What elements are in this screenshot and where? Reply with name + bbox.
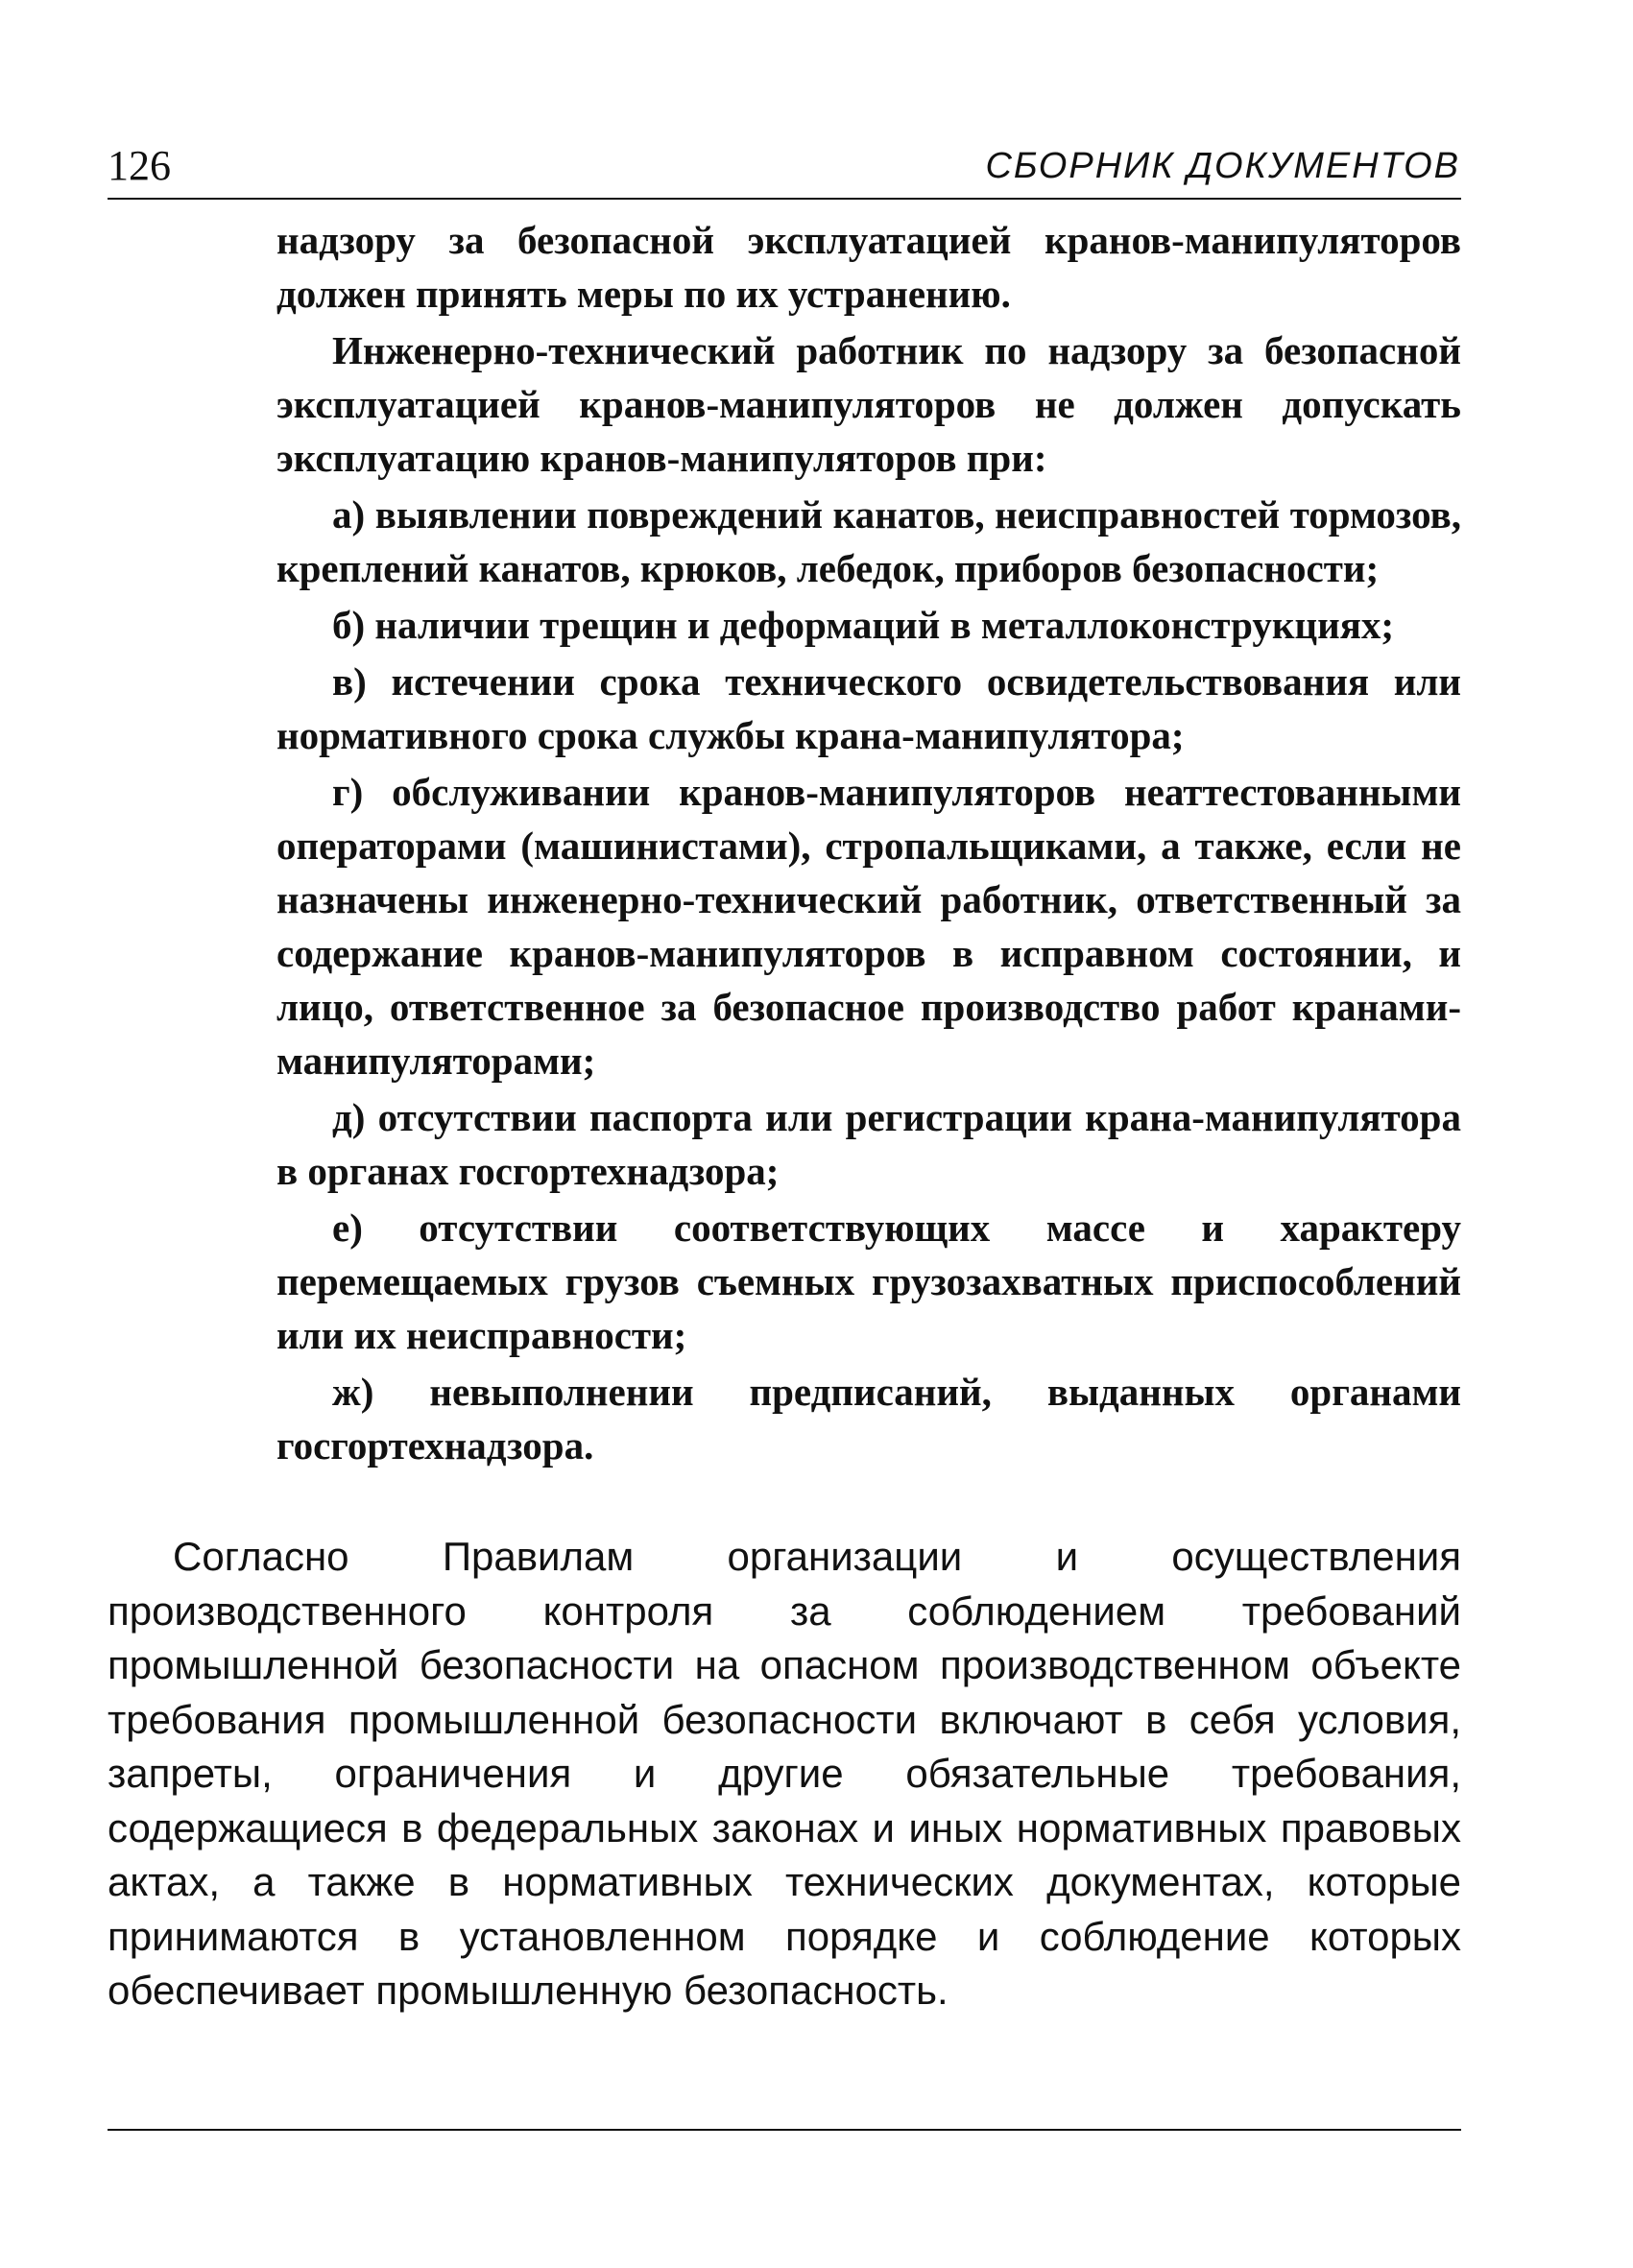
body-text-section: [108, 1530, 1461, 2018]
list-item-d: д) отсутствии паспорта или регистрации крана-манипулятора в органах госгортехнадзора;: [276, 1095, 1461, 1193]
list-item-v: в) истечении срока технического освидетельствования или нормативного срока службы крана-манипулятора;: [276, 659, 1461, 757]
list-item-a: а) выявлении повреждений канатов, неисправностей тормозов, креплений канатов, крюков, лебедок, приборов безопасности;: [276, 492, 1461, 590]
list-item-e: е) отсутствии соответствующих массе и характеру перемещаемых грузов съемных грузозахватных приспособлений или их неисправности;: [276, 1206, 1461, 1357]
bold-regulation-section: [276, 213, 1461, 1475]
list-item-g: г) обслуживании кранов-манипуляторов неаттестованными операторами (машинистами), стропальщиками, а также, если не назначены инженерно-технический работник, ответственный за содержание кранов-манипуляторов в исправном состоянии, и лицо, ответственное за безопасное производство работ кранами-манипуляторами;: [276, 770, 1461, 1083]
continuation-paragraph: надзору за безопасной эксплуатацией кранов-манипуляторов должен принять меры по их устранению.: [276, 218, 1461, 316]
footer-rule: [108, 2129, 1461, 2131]
list-item-zh: ж) невыполнении предписаний, выданных органами госгортехнадзора.: [276, 1370, 1461, 1468]
body-paragraph: Согласно Правилам организации и осуществления производственного контроля за соблюдением требований промышленной безопасности на опасном производственном объекте требования промышленной безопасности включают в себя условия, запреты, ограничения и другие обязательные требования, содержащиеся в федеральных законах и иных нормативных правовых актах, а также в нормативных технических документах, которые принимаются в установленном порядке и соблюдение которых обеспечивает промышленную безопасность.: [108, 1534, 1461, 2013]
header-rule: [108, 198, 1461, 200]
engineer-prohibitions-paragraph: Инженерно-технический работник по надзору за безопасной эксплуатацией кранов-манипуляторов не должен допускать эксплуатацию кранов-манипуляторов при:: [276, 328, 1461, 480]
running-header-title: СБОРНИК ДОКУМЕНТОВ: [985, 146, 1460, 186]
list-item-b: б) наличии трещин и деформаций в металлоконструкциях;: [332, 603, 1395, 647]
page-number: 126: [108, 142, 171, 189]
